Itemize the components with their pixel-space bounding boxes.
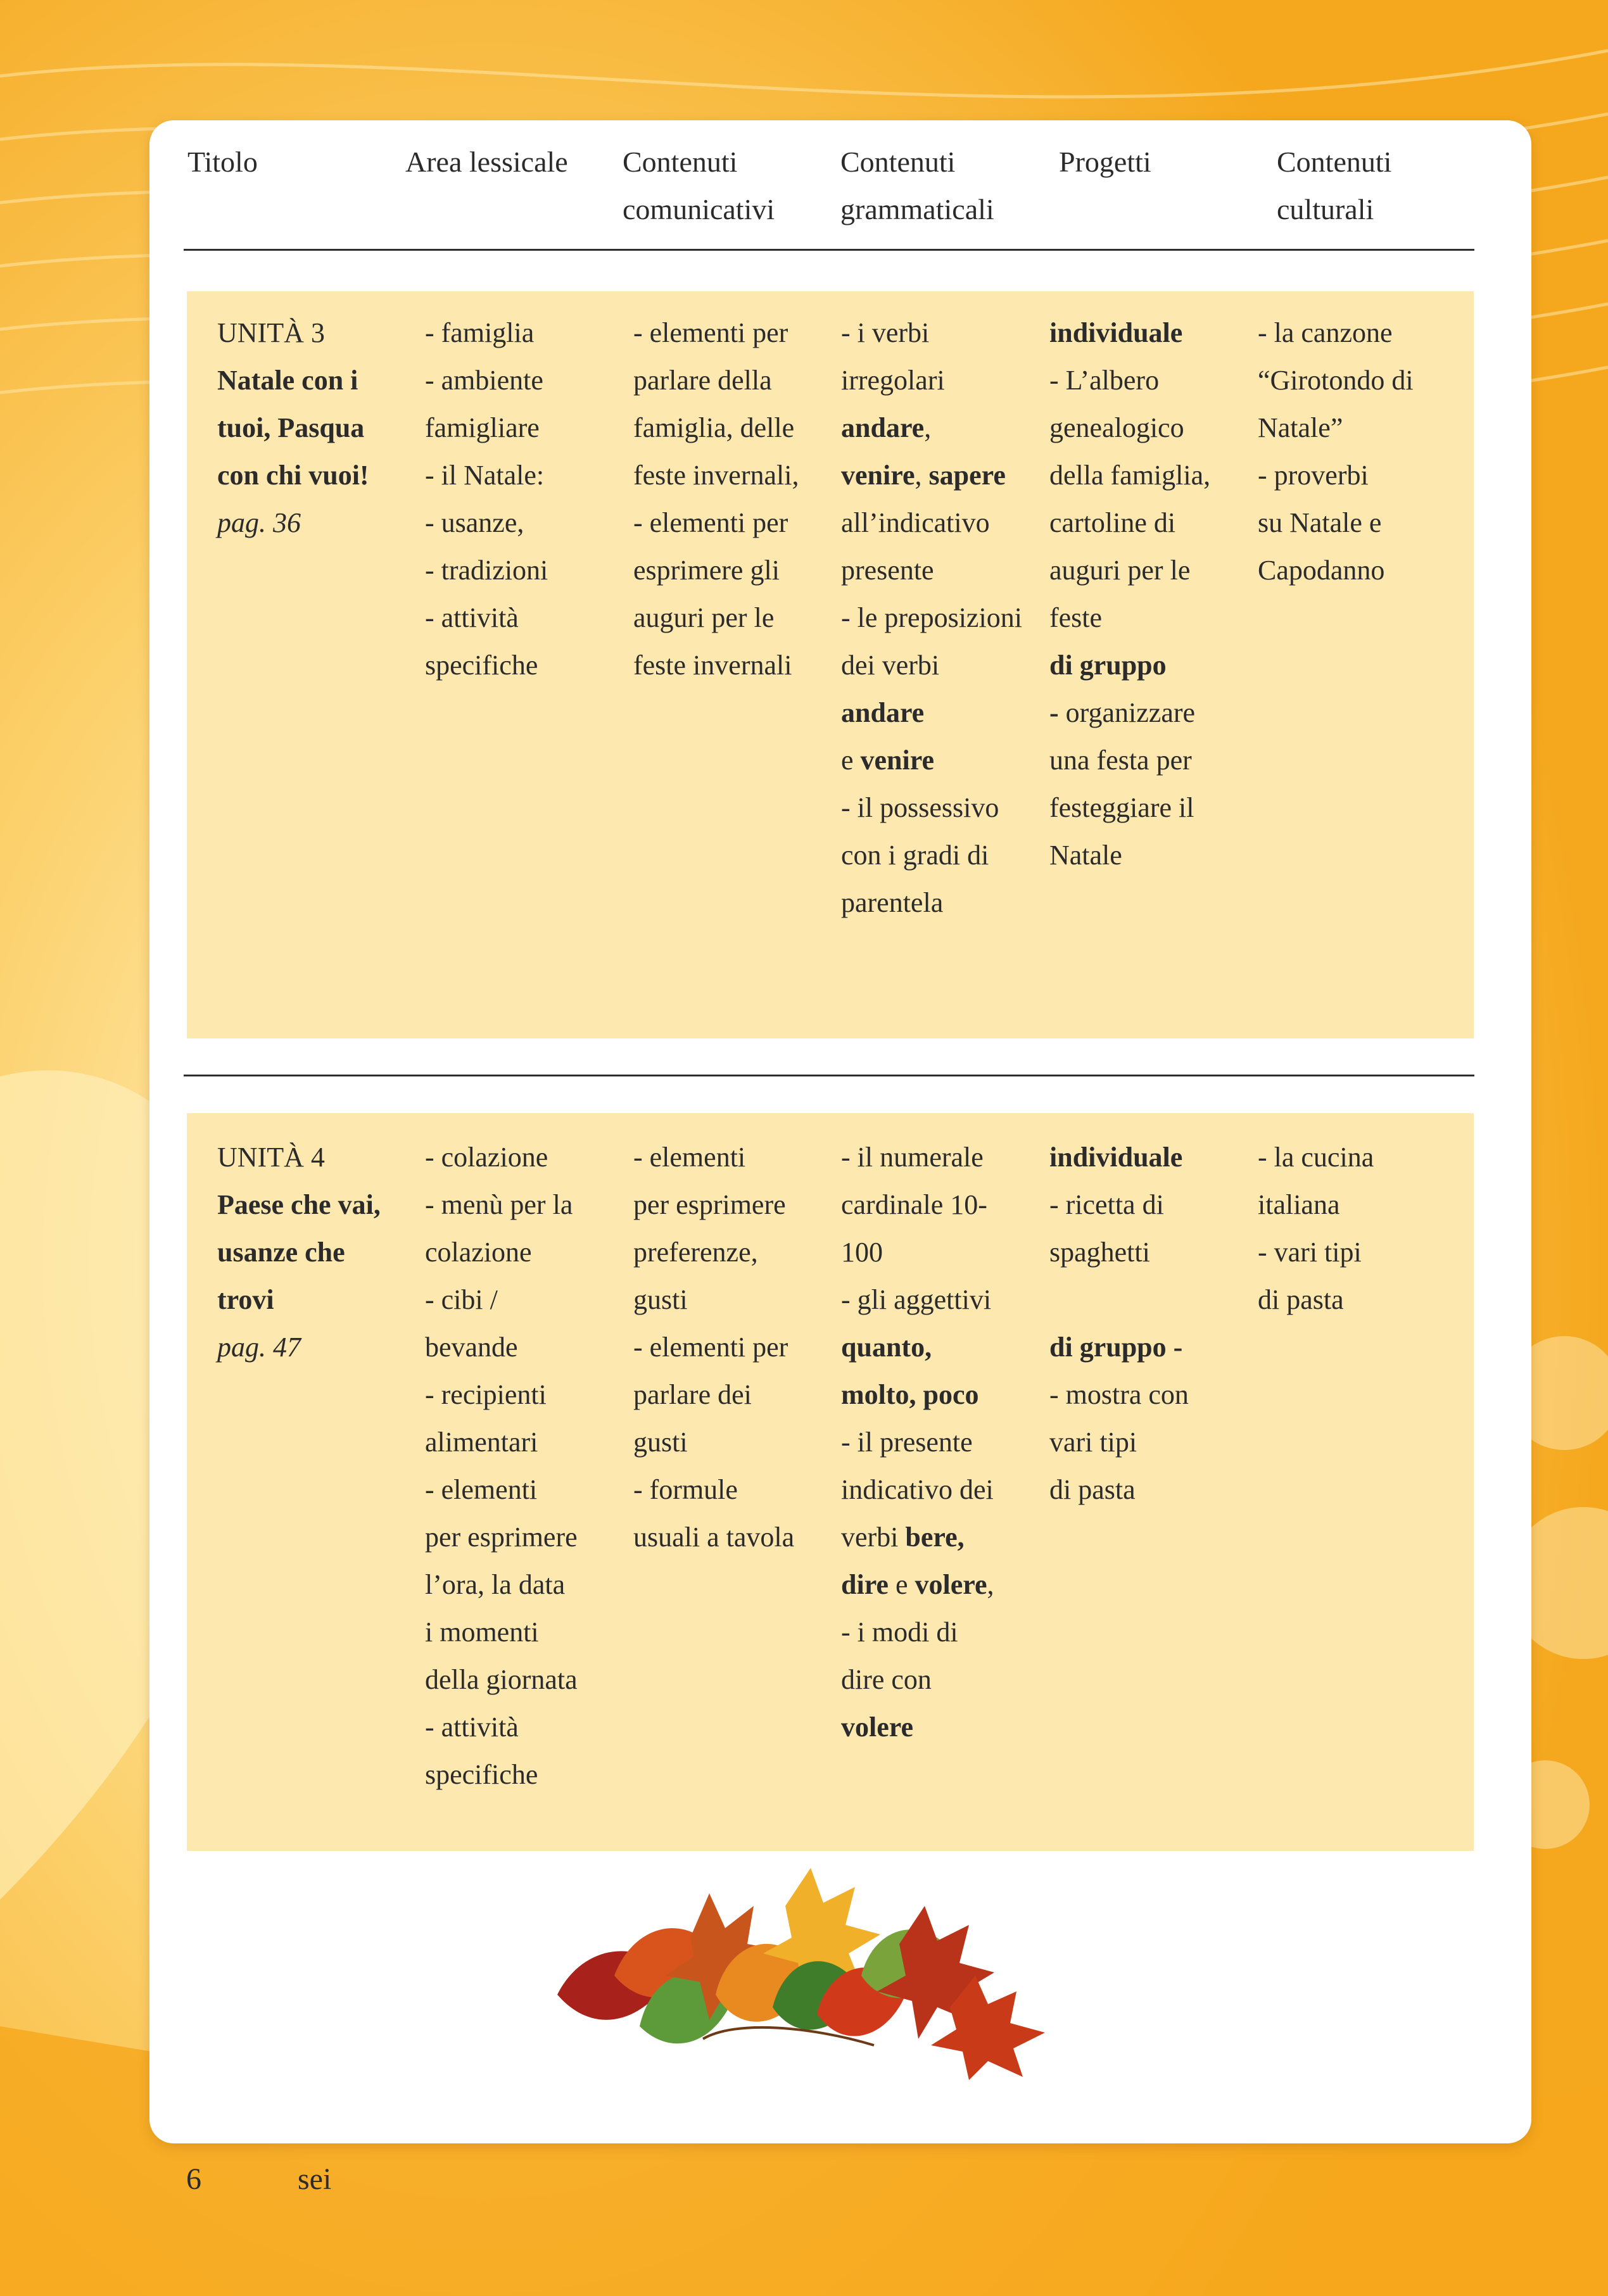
cell-line: [1049, 641, 1210, 689]
cell-text: italiana: [1258, 1189, 1340, 1220]
cell-text: - la canzone: [1258, 317, 1393, 348]
cell-text: - il presente: [841, 1427, 973, 1458]
cell-line: [425, 1561, 578, 1608]
cell-line: [217, 1181, 381, 1228]
cell-text: - cibi /: [425, 1284, 498, 1315]
unit-3-contenuti-comunicativi-cell: [633, 309, 799, 689]
cell-text: una festa per: [1049, 745, 1192, 776]
cell-text: - elementi: [633, 1142, 746, 1173]
header-titolo: Titolo: [187, 146, 258, 178]
cell-line: [1049, 831, 1210, 879]
cell-text: ,: [987, 1569, 994, 1600]
cell-text: - gli aggettivi: [841, 1284, 992, 1315]
cell-text: irregolari: [841, 365, 945, 396]
cell-text: auguri per le: [633, 602, 775, 633]
cell-text: con chi vuoi!: [217, 460, 369, 491]
cell-line: [841, 1133, 994, 1181]
cell-text: all’indicativo: [841, 507, 990, 538]
cell-line: [1049, 451, 1210, 499]
cell-line: [1049, 546, 1210, 594]
cell-text: pag. 36: [217, 507, 301, 538]
cell-line: [425, 1181, 578, 1228]
cell-line: [841, 879, 1022, 926]
cell-line: [425, 1228, 578, 1276]
cell-line: [425, 499, 548, 546]
cell-line: [425, 1751, 578, 1798]
cell-line: [841, 1276, 994, 1323]
cell-line: [1049, 689, 1210, 736]
cell-line: [633, 451, 799, 499]
cell-text: su Natale e: [1258, 507, 1382, 538]
cell-text: sapere: [928, 460, 1006, 491]
cell-line: [1258, 1228, 1374, 1276]
cell-text: volere: [915, 1569, 987, 1600]
cell-text: feste invernali,: [633, 460, 799, 491]
cell-text: venire: [860, 745, 935, 776]
cell-text: e: [888, 1569, 915, 1600]
cell-line: [1049, 1418, 1189, 1466]
cell-line: [841, 1371, 994, 1418]
cell-text: 100: [841, 1237, 883, 1268]
cell-text: alimentari: [425, 1427, 538, 1458]
cell-text: parlare dei: [633, 1379, 752, 1410]
cell-line: [633, 1133, 794, 1181]
cell-text: colazione: [425, 1237, 532, 1268]
cell-text: Capodanno: [1258, 555, 1385, 586]
cell-text: - ambiente: [425, 365, 543, 396]
unit-3-contenuti-culturali-cell: [1258, 309, 1414, 594]
header-contenuti-comunicativi: Contenuti comunicativi: [623, 146, 775, 225]
header-divider: [184, 249, 1474, 251]
cell-line: [425, 641, 548, 689]
cell-text: auguri per le: [1049, 555, 1191, 586]
cell-line: [633, 1418, 794, 1466]
autumn-leaves-icon: [545, 1868, 1064, 2083]
page-number: 6: [186, 2162, 201, 2196]
cell-line: [841, 451, 1022, 499]
cell-text: specifiche: [425, 1759, 538, 1790]
cell-text: Natale: [1049, 840, 1122, 871]
cell-line: [1258, 1133, 1374, 1181]
cell-line: [1049, 1371, 1189, 1418]
cell-text: di pasta: [1049, 1474, 1136, 1505]
cell-line: [1258, 1276, 1374, 1323]
cell-line: [1049, 499, 1210, 546]
cell-text: famigliare: [425, 412, 540, 443]
cell-line: [425, 1656, 578, 1703]
cell-line: [425, 1703, 578, 1751]
cell-line: [425, 309, 548, 356]
cell-line: [425, 594, 548, 641]
cell-line: [217, 1276, 381, 1323]
cell-text: - ricetta di: [1049, 1189, 1164, 1220]
cell-text: UNITÀ 4: [217, 1142, 325, 1173]
cell-line: [633, 594, 799, 641]
cell-text: - il possessivo: [841, 792, 999, 823]
cell-text: con i gradi di: [841, 840, 989, 871]
cell-line: [633, 1228, 794, 1276]
header-progetti: Progetti: [1059, 146, 1151, 178]
cell-line: [633, 641, 799, 689]
cell-text: per esprimere: [425, 1522, 578, 1553]
cell-line: [425, 404, 548, 451]
cell-line: [425, 1371, 578, 1418]
cell-text: Natale”: [1258, 412, 1343, 443]
cell-text: - mostra con: [1049, 1379, 1189, 1410]
cell-line: [841, 1703, 994, 1751]
cell-text: indicativo dei: [841, 1474, 994, 1505]
cell-line: [425, 1513, 578, 1561]
cell-line: [425, 1608, 578, 1656]
cell-text: - usanze,: [425, 507, 524, 538]
cell-text: volere: [841, 1712, 914, 1743]
cell-text: - elementi: [425, 1474, 538, 1505]
cell-text: - elementi per: [633, 507, 788, 538]
cell-line: [1049, 404, 1210, 451]
cell-text: spaghetti: [1049, 1237, 1150, 1268]
cell-text: - il Natale:: [425, 460, 545, 491]
cell-text: dire: [841, 1569, 889, 1600]
cell-text: specifiche: [425, 650, 538, 681]
cell-text: UNITÀ 3: [217, 317, 325, 348]
cell-text: di gruppo: [1049, 650, 1167, 681]
cell-line: [841, 1323, 994, 1371]
cell-text: esprimere gli: [633, 555, 780, 586]
cell-text: individuale: [1049, 1142, 1183, 1173]
cell-text: “Girotondo di: [1258, 365, 1414, 396]
page-number-word: sei: [298, 2162, 332, 2196]
cell-text: della giornata: [425, 1664, 578, 1695]
cell-text: - vari tipi: [1258, 1237, 1362, 1268]
cell-text: festeggiare il: [1049, 792, 1194, 823]
cell-text: l’ora, la data: [425, 1569, 566, 1600]
cell-line: [633, 546, 799, 594]
cell-text: della famiglia,: [1049, 460, 1211, 491]
cell-line: [1049, 784, 1210, 831]
cell-text: - tradizioni: [425, 555, 548, 586]
cell-text: individuale: [1049, 317, 1183, 348]
cell-line: [841, 1181, 994, 1228]
header-contenuti-culturali: Contenuti culturali: [1277, 146, 1392, 225]
cell-text: di pasta: [1258, 1284, 1344, 1315]
cell-line: [1049, 1276, 1189, 1323]
cell-text: dire con: [841, 1664, 932, 1695]
cell-line: [633, 1466, 794, 1513]
cell-line: [1049, 356, 1210, 404]
table-header: [184, 132, 1476, 246]
cell-text: - elementi per: [633, 1332, 788, 1363]
cell-line: [1049, 736, 1210, 784]
cell-text: [1049, 1284, 1056, 1315]
cell-text: verbi: [841, 1522, 906, 1553]
cell-text: - proverbi: [1258, 460, 1369, 491]
cell-line: [633, 499, 799, 546]
cell-line: [425, 1466, 578, 1513]
unit-3-contenuti-grammaticali-cell: [841, 309, 1022, 926]
cell-line: [841, 831, 1022, 879]
cell-line: [1258, 356, 1414, 404]
cell-line: [1049, 1228, 1189, 1276]
cell-text: - le preposizioni: [841, 602, 1022, 633]
cell-line: [633, 1513, 794, 1561]
cell-line: [633, 356, 799, 404]
cell-line: [217, 499, 369, 546]
cell-line: [217, 1133, 381, 1181]
cell-text: genealogico: [1049, 412, 1184, 443]
cell-line: [425, 1418, 578, 1466]
unit-4-titolo-cell: [217, 1133, 381, 1371]
cell-line: [841, 1561, 994, 1608]
unit-3-area-lessicale-cell: [425, 309, 548, 689]
cell-text: bere,: [905, 1522, 965, 1553]
cell-line: [217, 404, 369, 451]
cell-text: per esprimere: [633, 1189, 786, 1220]
unit-4-contenuti-culturali-cell: [1258, 1133, 1374, 1323]
cell-text: trovi: [217, 1284, 274, 1315]
cell-text: pag. 47: [217, 1332, 301, 1363]
unit-3-titolo-cell: [217, 309, 369, 546]
cell-text: - attività: [425, 602, 519, 633]
cell-line: [633, 1323, 794, 1371]
cell-text: bevande: [425, 1332, 518, 1363]
cell-line: [1049, 594, 1210, 641]
unit-4-progetti-cell: [1049, 1133, 1189, 1513]
cell-text: famiglia, delle: [633, 412, 795, 443]
cell-line: [425, 356, 548, 404]
cell-text: ,: [915, 460, 929, 491]
cell-line: [217, 356, 369, 404]
header-area-lessicale: Area lessicale: [405, 146, 568, 178]
cell-text: gusti: [633, 1427, 688, 1458]
cell-line: [1049, 309, 1210, 356]
cell-text: cartoline di: [1049, 507, 1176, 538]
cell-line: [217, 1323, 381, 1371]
cell-text: gusti: [633, 1284, 688, 1315]
cell-line: [841, 1466, 994, 1513]
cell-text: - famiglia: [425, 317, 535, 348]
cell-line: [633, 1371, 794, 1418]
cell-text: - i verbi: [841, 317, 930, 348]
cell-line: [1049, 1466, 1189, 1513]
cell-text: - la cucina: [1258, 1142, 1374, 1173]
cell-text: - colazione: [425, 1142, 548, 1173]
cell-text: usuali a tavola: [633, 1522, 795, 1553]
cell-line: [841, 641, 1022, 689]
cell-line: [217, 309, 369, 356]
cell-line: [1258, 451, 1414, 499]
cell-line: [1049, 1323, 1189, 1371]
unit-4-contenuti-comunicativi-cell: [633, 1133, 794, 1561]
cell-text: cardinale 10-: [841, 1189, 987, 1220]
cell-text: parlare della: [633, 365, 772, 396]
cell-text: venire: [841, 460, 915, 491]
cell-text: organizzare: [1058, 697, 1196, 728]
cell-line: [841, 546, 1022, 594]
cell-text: Paese che vai,: [217, 1189, 381, 1220]
cell-text: di gruppo -: [1049, 1332, 1183, 1363]
cell-line: [841, 1418, 994, 1466]
cell-text: ,: [924, 412, 932, 443]
cell-line: [1049, 1181, 1189, 1228]
cell-line: [1258, 546, 1414, 594]
cell-line: [633, 309, 799, 356]
header-contenuti-grammaticali: Contenuti grammaticali: [840, 146, 994, 225]
cell-line: [841, 356, 1022, 404]
cell-line: [841, 309, 1022, 356]
cell-text: feste: [1049, 602, 1103, 633]
cell-text: - il numerale: [841, 1142, 984, 1173]
cell-line: [841, 1228, 994, 1276]
cell-text: - elementi per: [633, 317, 788, 348]
cell-text: feste invernali: [633, 650, 792, 681]
cell-line: [841, 499, 1022, 546]
cell-line: [1258, 499, 1414, 546]
cell-text: tuoi, Pasqua: [217, 412, 365, 443]
cell-line: [633, 1181, 794, 1228]
row-divider: [184, 1075, 1474, 1076]
cell-line: [217, 1228, 381, 1276]
cell-text: molto, poco: [841, 1379, 979, 1410]
cell-line: [1258, 1181, 1374, 1228]
cell-text: usanze che: [217, 1237, 345, 1268]
unit-4-contenuti-grammaticali-cell: [841, 1133, 994, 1751]
unit-4-area-lessicale-cell: [425, 1133, 578, 1798]
cell-text: quanto,: [841, 1332, 932, 1363]
cell-line: [841, 736, 1022, 784]
cell-text: - i modi di: [841, 1617, 958, 1648]
cell-line: [217, 451, 369, 499]
cell-text: - recipienti: [425, 1379, 547, 1410]
cell-line: [633, 404, 799, 451]
cell-line: [841, 1656, 994, 1703]
cell-line: [841, 689, 1022, 736]
cell-text: e: [841, 745, 861, 776]
cell-line: [841, 404, 1022, 451]
cell-text: i momenti: [425, 1617, 539, 1648]
cell-text: parentela: [841, 887, 944, 918]
cell-line: [841, 1608, 994, 1656]
cell-line: [1258, 404, 1414, 451]
cell-line: [425, 1133, 578, 1181]
cell-text: - attività: [425, 1712, 519, 1743]
cell-line: [1258, 309, 1414, 356]
cell-line: [425, 546, 548, 594]
cell-line: [633, 1276, 794, 1323]
cell-text: - formule: [633, 1474, 738, 1505]
cell-text: - L’albero: [1049, 365, 1160, 396]
cell-line: [841, 594, 1022, 641]
cell-text: dei verbi: [841, 650, 940, 681]
cell-text: -: [1049, 697, 1059, 728]
cell-text: andare: [841, 697, 925, 728]
cell-line: [841, 1513, 994, 1561]
cell-text: preferenze,: [633, 1237, 758, 1268]
cell-text: presente: [841, 555, 934, 586]
cell-text: - menù per la: [425, 1189, 573, 1220]
cell-text: andare: [841, 412, 925, 443]
cell-line: [841, 784, 1022, 831]
cell-text: vari tipi: [1049, 1427, 1137, 1458]
unit-3-progetti-cell: [1049, 309, 1210, 879]
cell-line: [425, 451, 548, 499]
cell-line: [425, 1276, 578, 1323]
cell-line: [1049, 1133, 1189, 1181]
cell-line: [425, 1323, 578, 1371]
cell-text: Natale con i: [217, 365, 358, 396]
